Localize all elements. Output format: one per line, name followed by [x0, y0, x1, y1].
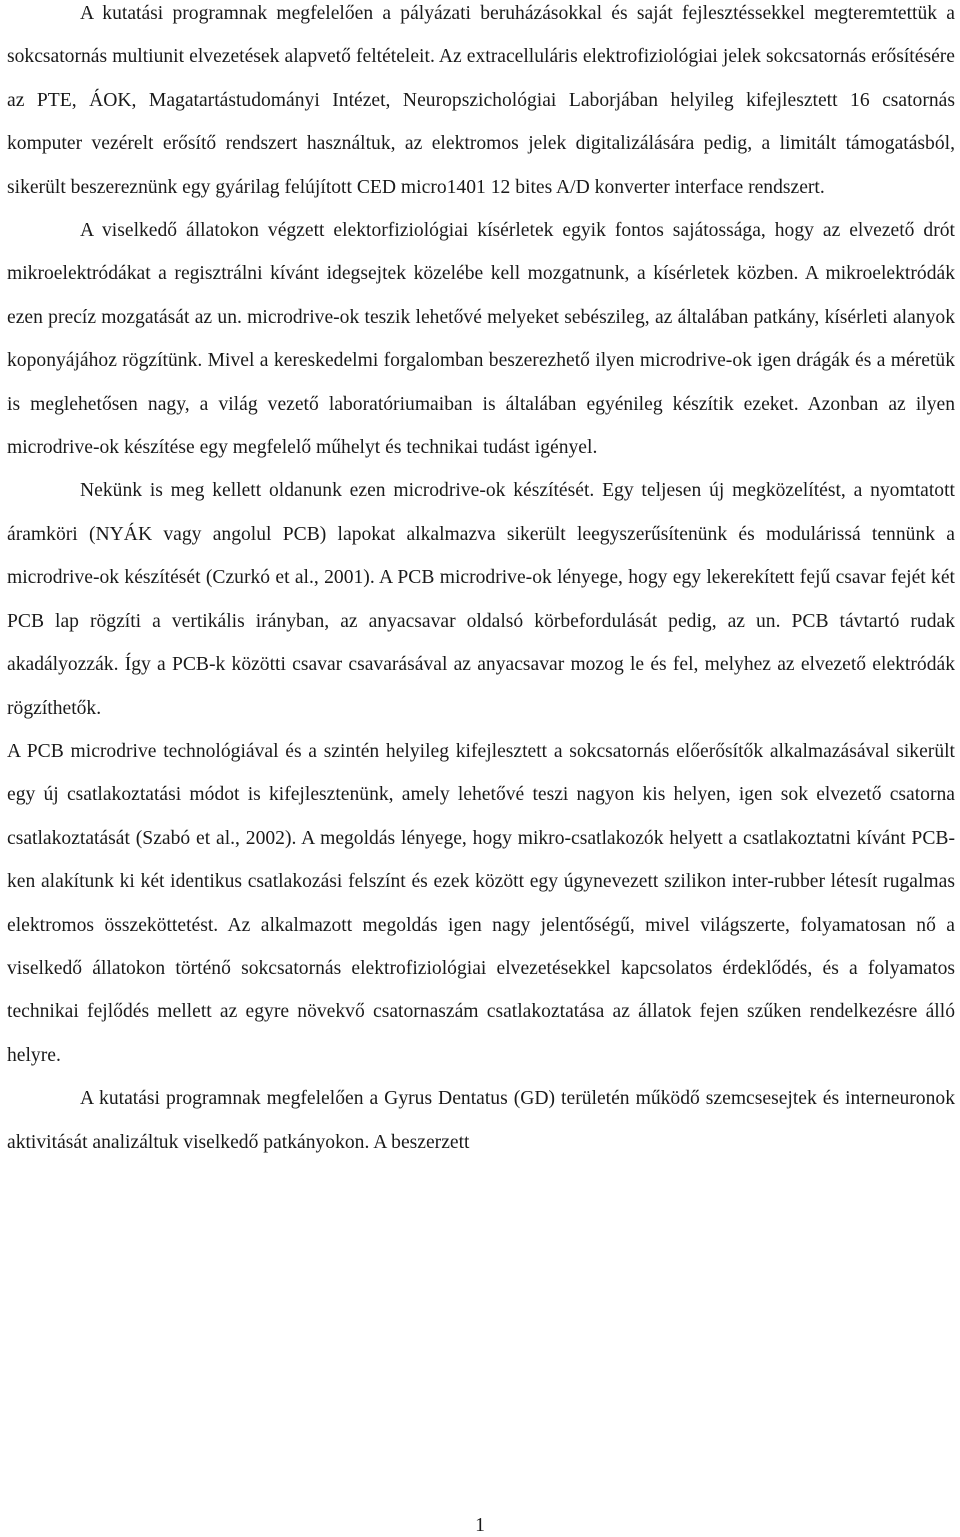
- paragraph-pcb-microdrive: Nekünk is meg kellett oldanunk ezen microdrive-ok készítését. Egy teljesen új megközelítést, a nyomtatott áramköri (NYÁK vagy angolul PCB) lapokat alkalmazva sikerült leegyszerűsítenünk és modulárissá tennünk a microdrive-ok készítését (Czurkó et al., 2001). A PCB microdrive-ok lényege, hogy egy lekerekített fejű csavar fejét két PCB lap rögzíti a vertikális irányban, az anyacsavar oldalsó körbefordulását pedig, az un. PCB távtartó rudak akadályozzák. Így a PCB-k közötti csavar csavarásával az anyacsavar mozog le és fel, melyhez az elvezető elektródák rögzíthetők.: [7, 480, 955, 719]
- paragraph-microdrive-intro: A viselkedő állatokon végzett elektorfiziológiai kísérletek egyik fontos sajátossága, hogy az elvezető drót mikroelektródákat a regisztrálni kívánt idegsejtek közelébe kell mozgatnunk, a kísérletek közben. A mikroelektródák ezen precíz mozgatását az un. microdrive-ok teszik lehetővé melyeket sebészileg, az általában patkány, kísérleti alanyok koponyájához rögzítünk. Mivel a kereskedelmi forgalomban beszerezhető ilyen microdrive-ok igen drágák és a méretük is meglehetősen nagy, a világ vezető laboratóriumaiban is általában egyénileg készítik ezeket. Azonban az ilyen microdrive-ok készítése egy megfelelő műhelyt és technikai tudást igényel.: [7, 220, 955, 459]
- document-page: [7, 0, 955, 1164]
- paragraph-connector: A PCB microdrive technológiával és a szintén helyileg kifejlesztett a sokcsatornás előerősítők alkalmazásával sikerült egy új csatlakoztatási módot is kifejlesztenünk, amely lehetővé teszi nagyon kis helyen, igen sok elvezető csatorna csatlakoztatását (Szabó et al., 2002). A megoldás lényege, hogy mikro-csatlakozók helyett a csatlakoztatni kívánt PCB-ken alakítunk ki két identikus csatlakozási felszínt és ezek között egy úgynevezett szilikon inter-rubber létesít rugalmas elektromos összeköttetést. Az alkalmazott megoldás igen nagy jelentőségű, mivel világszerte, folyamatosan nő a viselkedő állatokon történő sokcsatornás elektrofiziológiai elvezetésekkel kapcsolatos érdeklődés, és a folyamatos technikai fejlődés mellett az egyre növekvő csatornaszám csatlakoztatása az állatok fejen szűken rendelkezésre álló helyre.: [7, 740, 955, 1066]
- paragraph-gyrus-dentatus: A kutatási programnak megfelelően a Gyrus Dentatus (GD) területén működő szemcsesejtek és interneuronok aktivitását analizáltuk viselkedő patkányokon. A beszerzett: [7, 1088, 955, 1153]
- paragraph-equipment: A kutatási programnak megfelelően a pályázati beruházásokkal és saját fejlesztéssekkel megteremtettük a sokcsatornás multiunit elvezetések alapvető feltételeit. Az extracelluláris elektrofiziológiai jelek sokcsatornás erősítésére az PTE, ÁOK, Magatartástudományi Intézet, Neuropszichológiai Laborjában helyileg kifejlesztett 16 csatornás komputer vezérelt erősítő rendszert használtuk, az elektromos jelek digitalizálására pedig, a limitált támogatásból, sikerült beszereznünk egy gyárilag felújított CED micro1401 12 bites A/D konverter interface rendszert.: [7, 3, 955, 198]
- page-number: 1: [475, 1515, 485, 1536]
